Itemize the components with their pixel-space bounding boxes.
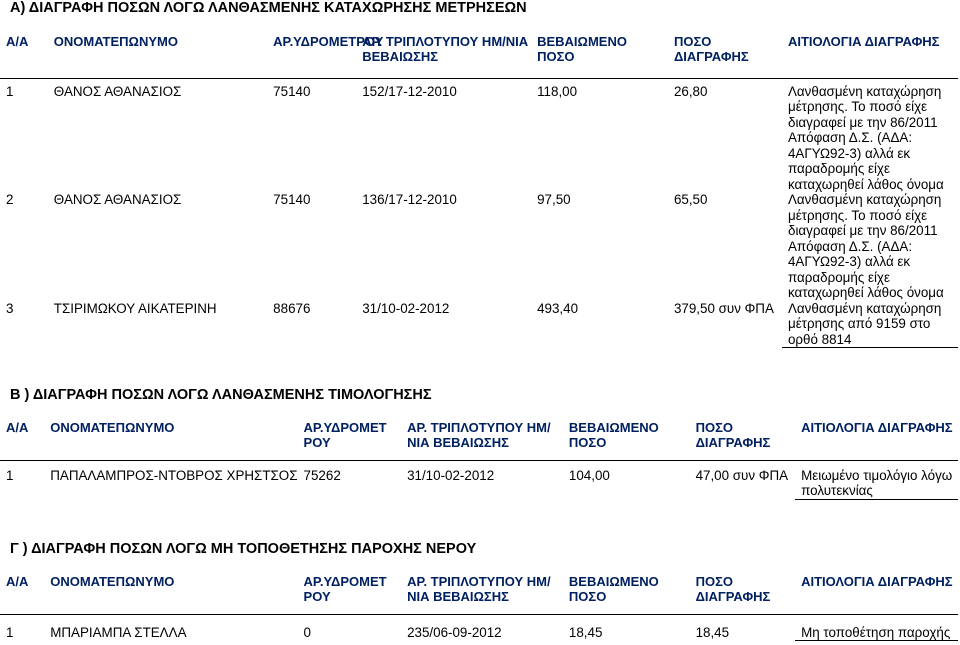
- header-name: ΟΝΟΜΑΤΕΠΩΝΥΜΟ: [50, 574, 175, 589]
- header-aa: Α/Α: [6, 34, 29, 49]
- header-certified: ΒΕΒΑΙΩΜΕΝΟ ΠΟΣΟ: [568, 574, 659, 604]
- row-certified: 97,50: [537, 192, 571, 207]
- row-deleted: 379,50 συν ΦΠΑ: [673, 300, 774, 316]
- section-c-title: Γ ) ΔΙΑΓΡΑΦΗ ΠΟΣΩΝ ΛΟΓΩ ΜΗ ΤΟΠΟΘΕΤΗΣΗΣ ΠΑΡΟΧΗΣ ΝΕΡΟΥ: [10, 541, 477, 557]
- header-aa: Α/Α: [6, 420, 29, 435]
- row-name: ΜΠΑΡΙΑΜΠΑ ΣΤΕΛΛΑ: [50, 624, 187, 640]
- row-meter: 88676: [273, 300, 311, 316]
- row-reason: Λανθασμένη καταχώρηση μέτρησης. Το ποσό είχε διαγραφεί με την 86/2011 Απόφαση Δ.Σ. (ΑΔΑ: 4ΑΓΥΩ92-3) αλλά εκ παραδρομής είχε καταχωρηθεί λάθος όνομα: [787, 192, 944, 300]
- header-name: ΟΝΟΜΑΤΕΠΩΝΥΜΟ: [53, 34, 178, 49]
- row-name: ΠΑΠΑΛΑΜΠΡΟΣ-ΝΤΟΒΡΟΣ ΧΡΗΣΤΣΟΣ: [50, 467, 298, 483]
- header-reason: ΑΙΤΙΟΛΟΓΙΑ ΔΙΑΓΡΑΦΗΣ: [787, 34, 940, 49]
- row-aa: 1: [6, 83, 14, 99]
- row-aa: 1: [6, 624, 14, 640]
- section-b-title: Β ) ΔΙΑΓΡΑΦΗ ΠΟΣΩΝ ΛΟΓΩ ΛΑΝΘΑΣΜΕΝΗΣ ΤΙΜΟΛΟΓΗΣΗΣ: [10, 387, 432, 403]
- row-certified: 18,45: [568, 624, 603, 640]
- row-deleted: 26,80: [673, 83, 708, 99]
- header-deleted: ΠΟΣΟ ΔΙΑΓΡΑΦΗΣ: [695, 420, 771, 450]
- row-certified: 493,40: [537, 300, 579, 316]
- header-deleted: ΠΟΣΟ ΔΙΑΓΡΑΦΗΣ: [695, 574, 771, 604]
- row-reason: Μη τοποθέτηση παροχής: [795, 614, 958, 641]
- header-name: ΟΝΟΜΑΤΕΠΩΝΥΜΟ: [50, 420, 175, 435]
- section-a-title: Α) ΔΙΑΓΡΑΦΗ ΠΟΣΩΝ ΛΟΓΩ ΛΑΝΘΑΣΜΕΝΗΣ ΚΑΤΑΧΩΡΗΣΗΣ ΜΕΤΡΗΣΕΩΝ: [10, 0, 527, 16]
- header-reason: ΑΙΤΙΟΛΟΓΙΑ ΔΙΑΓΡΑΦΗΣ: [801, 574, 953, 589]
- header-aa: Α/Α: [6, 574, 29, 589]
- row-triplicate: 136/17-12-2010: [362, 192, 457, 207]
- row-reason: Λανθασμένη καταχώρηση μέτρησης από 9159 στο ορθό 8814: [782, 301, 958, 348]
- row-certified: 118,00: [537, 83, 578, 99]
- table-row: [0, 78, 958, 192]
- row-deleted: 47,00 συν ΦΠΑ: [695, 467, 789, 483]
- row-name: ΘΑΝΟΣ ΑΘΑΝΑΣΙΟΣ: [53, 83, 182, 99]
- header-meter: ΑΡ.ΥΔΡΟΜΕΤΡΟΥ: [273, 34, 384, 49]
- row-deleted: 18,45: [695, 624, 730, 640]
- row-triplicate: 152/17-12-2010: [362, 83, 457, 99]
- table-row: [0, 301, 958, 348]
- row-triplicate: 31/10-02-2012: [407, 467, 495, 483]
- row-meter: 0: [303, 624, 311, 640]
- row-meter: 75140: [273, 83, 311, 99]
- row-name: ΘΑΝΟΣ ΑΘΑΝΑΣΙΟΣ: [53, 192, 182, 207]
- row-triplicate: 235/06-09-2012: [407, 624, 502, 640]
- row-aa: 3: [6, 300, 14, 316]
- header-certified: ΒΕΒΑΙΩΜΕΝΟ ΠΟΣΟ: [568, 420, 659, 450]
- row-triplicate: 31/10-02-2012: [362, 300, 450, 316]
- row-certified: 104,00: [568, 467, 610, 483]
- table-header-row: [0, 574, 958, 614]
- table-header-row: [0, 420, 958, 460]
- row-name: ΤΣΙΡΙΜΩΚΟΥ ΑΙΚΑΤΕΡΙΝΗ: [53, 300, 217, 316]
- header-certified: ΒΕΒΑΙΩΜΕΝΟ ΠΟΣΟ: [537, 34, 627, 64]
- row-meter: 75140: [273, 192, 311, 207]
- header-triplicate: ΑΡ. ΤΡΙΠΛΟΤΥΠΟΥ ΗΜ/ΝΙΑ ΒΕΒΑΙΩΣΗΣ: [407, 420, 551, 450]
- row-reason: Λανθασμένη καταχώρηση μέτρησης. Το ποσό είχε διαγραφεί με την 86/2011 Απόφαση Δ.Σ. (ΑΔΑ: 4ΑΓΥΩ92-3) αλλά εκ παραδρομής είχε καταχωρηθεί λάθος όνομα: [787, 83, 944, 192]
- header-deleted: ΠΟΣΟ ΔΙΑΓΡΑΦΗΣ: [673, 34, 749, 64]
- row-aa: 2: [6, 192, 14, 207]
- table-row: [0, 614, 958, 641]
- row-meter: 75262: [303, 467, 341, 483]
- row-aa: 1: [6, 467, 14, 483]
- table-row: [0, 460, 958, 499]
- header-meter: ΑΡ.ΥΔΡΟΜΕΤ ΡΟΥ: [303, 420, 387, 450]
- table-header-row: [0, 34, 958, 78]
- header-triplicate: ΑΡ. ΤΡΙΠΛΟΤΥΠΟΥ ΗΜ/ΝΙΑ ΒΕΒΑΙΩΣΗΣ: [362, 34, 529, 64]
- section-b-table: [0, 420, 958, 500]
- section-c-table: [0, 574, 958, 641]
- section-a-table: [0, 34, 958, 348]
- table-row: [0, 192, 958, 301]
- header-triplicate: ΑΡ. ΤΡΙΠΛΟΤΥΠΟΥ ΗΜ/ΝΙΑ ΒΕΒΑΙΩΣΗΣ: [407, 574, 551, 604]
- row-reason: Μειωμένο τιμολόγιο λόγω πολυτεκνίας: [795, 460, 958, 499]
- header-reason: ΑΙΤΙΟΛΟΓΙΑ ΔΙΑΓΡΑΦΗΣ: [801, 420, 953, 435]
- header-meter: ΑΡ.ΥΔΡΟΜΕΤ ΡΟΥ: [303, 574, 387, 604]
- row-deleted: 65,50: [673, 192, 708, 207]
